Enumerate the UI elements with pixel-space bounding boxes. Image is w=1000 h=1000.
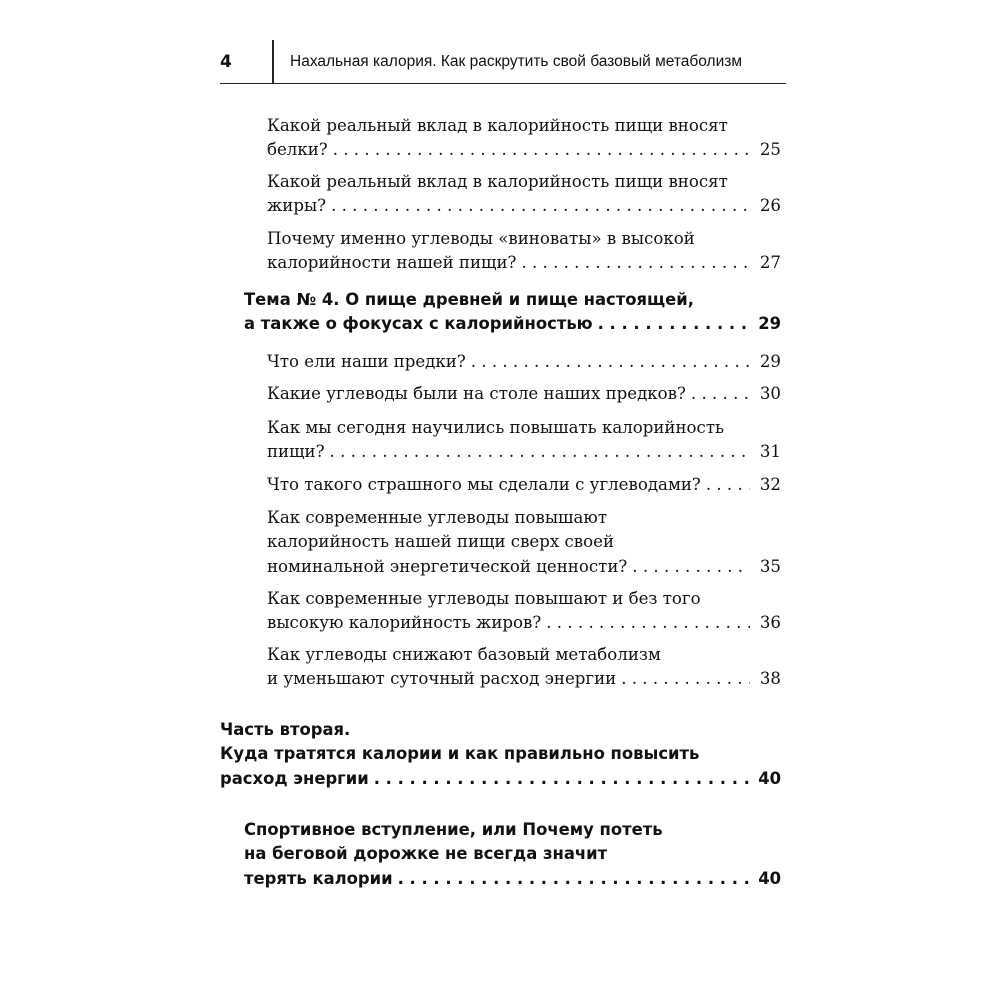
leader-dots [331, 194, 750, 218]
leader-dots [621, 667, 750, 691]
toc-page-number: 30 [759, 384, 781, 403]
toc-intro-entry [244, 818, 781, 891]
toc-entry-line: жиры? [267, 196, 327, 216]
toc-page-number: 25 [759, 140, 781, 160]
toc-entry-line: пищи? [267, 442, 325, 462]
toc-entry-line: Почему именно углеводы «виноваты» в высокой [267, 229, 695, 248]
toc-entry-line: а также о фокусах с калорийностью [244, 314, 593, 334]
toc-entry [267, 416, 781, 465]
leader-dots [546, 611, 750, 635]
toc-page-number: 27 [759, 253, 781, 273]
toc-entry-line: калорийность нашей пищи сверх своей [267, 532, 615, 552]
header-divider [272, 40, 274, 83]
toc-entry [267, 382, 781, 406]
toc-entry-line: Как современные углеводы повышают и без того [267, 589, 701, 608]
leader-dots [598, 312, 750, 336]
leader-dots [333, 138, 750, 162]
toc-topic-entry [244, 288, 781, 337]
toc-page-number: 26 [759, 196, 781, 216]
book-title: Нахальная калория. Как раскрутить свой базовый метаболизм [290, 53, 743, 70]
toc-page-number: 29 [759, 352, 781, 371]
toc-entry [267, 170, 781, 219]
toc-page-number: 32 [759, 475, 781, 494]
leader-dots [521, 251, 750, 275]
toc-entry-line: Куда тратятся калории и как правильно повысить [220, 744, 700, 764]
toc-entry [267, 506, 781, 579]
toc-entry-line: номинальной энергетической ценности? [267, 556, 628, 576]
toc-entry-line: Как углеводы снижают базовый метаболизм [267, 645, 661, 664]
toc-entry-line: Что такого страшного мы сделали с углеводами? [267, 475, 701, 494]
toc-entry-line: калорийности нашей пищи? [267, 253, 517, 273]
toc-entry-line: Спортивное вступление, или Почему потеть [244, 820, 663, 839]
toc-entry-line: расход энергии [220, 768, 369, 788]
leader-dots [398, 867, 750, 891]
toc-entry [267, 350, 781, 374]
toc-page-number: 40 [758, 868, 781, 888]
toc-part-entry [220, 718, 781, 791]
leader-dots [691, 382, 750, 406]
toc-entry-line: Какие углеводы были на столе наших предков? [267, 384, 686, 403]
toc-page-number: 40 [758, 768, 781, 788]
toc-entry-line: терять калории [244, 868, 393, 888]
toc-page-number: 31 [759, 442, 781, 462]
toc-entry-line: Какой реальный вклад в калорийность пищи вносят [267, 172, 728, 191]
toc-entry-line: белки? [267, 140, 328, 160]
toc-entry-line: Часть вторая. [220, 720, 351, 739]
toc-entry-line: Тема № 4. О пище древней и пище настоящей, [244, 290, 694, 309]
toc-page-number: 35 [759, 556, 781, 576]
toc-entry-line: высокую калорийность жиров? [267, 613, 542, 633]
toc-entry [267, 587, 781, 636]
running-header [220, 40, 786, 84]
toc-entry [267, 114, 781, 163]
leader-dots [330, 440, 750, 464]
toc-entry [267, 227, 781, 276]
toc-entry-line: и уменьшают суточный расход энергии [267, 669, 617, 689]
toc-page-number: 38 [759, 669, 781, 689]
toc-entry-line: Что ели наши предки? [267, 352, 466, 371]
leader-dots [632, 555, 750, 579]
toc-page-number: 29 [758, 314, 781, 334]
toc-entry-line: Как современные углеводы повышают [267, 508, 607, 527]
page-number: 4 [220, 52, 232, 72]
toc-entry [267, 643, 781, 692]
toc-entry-line: на беговой дорожке не всегда значит [244, 844, 608, 864]
leader-dots [374, 767, 750, 791]
toc-entry-line: Как мы сегодня научились повышать калорийность [267, 418, 725, 437]
toc-entry [267, 473, 781, 497]
toc-entry-line: Какой реальный вклад в калорийность пищи вносят [267, 116, 728, 135]
leader-dots [706, 473, 750, 497]
toc-page-number: 36 [759, 613, 781, 633]
leader-dots [471, 350, 750, 374]
